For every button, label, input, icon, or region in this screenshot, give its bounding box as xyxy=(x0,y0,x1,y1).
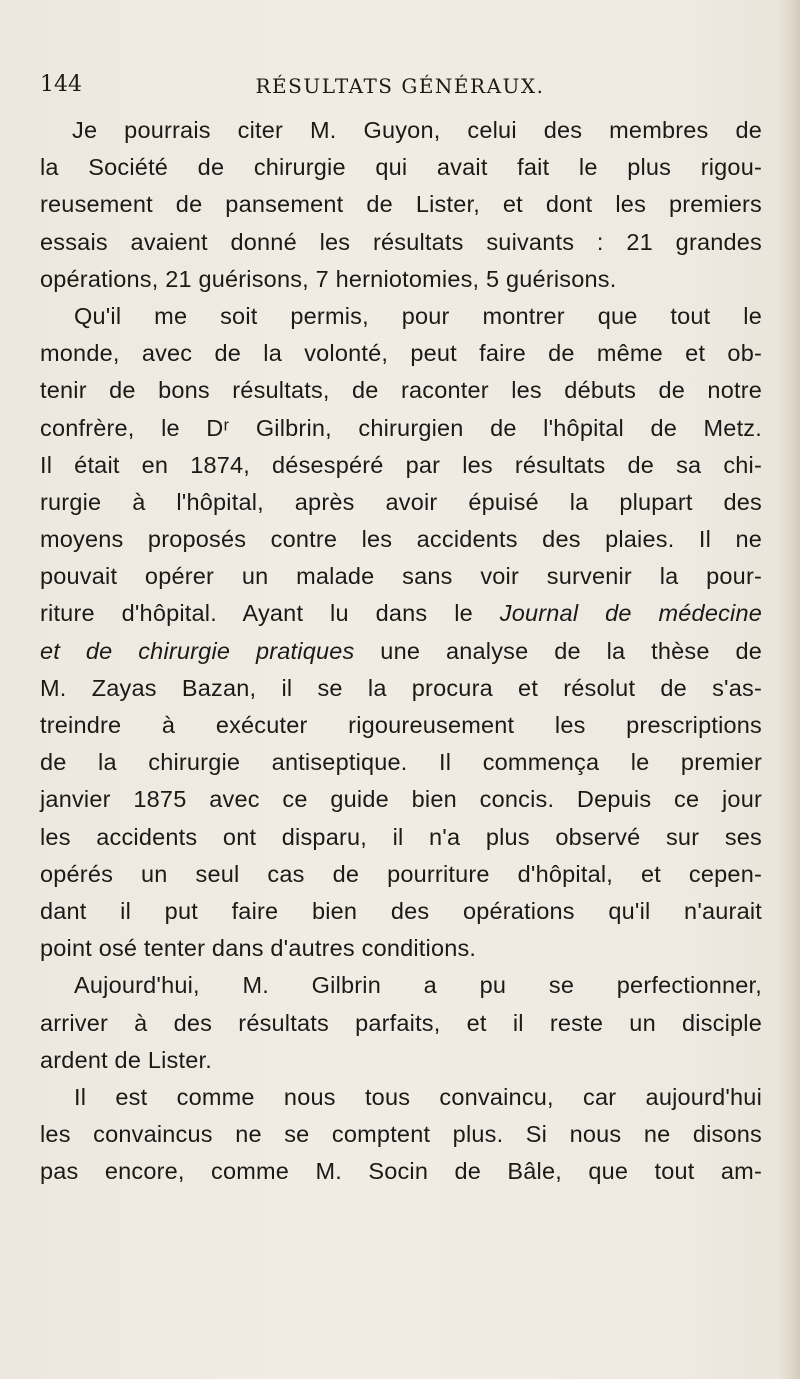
text-line: M. Zayas Bazan, il se la procura et résolut de s'as- xyxy=(40,674,762,701)
text-line: treindre à exécuter rigoureusement les prescriptions xyxy=(40,712,762,738)
text-line: dant il put faire bien des opérations qu'il n'aurait xyxy=(40,897,762,924)
text-line: Aujourd'hui, M. Gilbrin a pu se perfectionner, xyxy=(74,972,762,999)
journal-title-italic: Journal de médecine xyxy=(499,600,762,627)
text-line: opérés un seul cas de pourriture d'hôpital, et cepen- xyxy=(40,860,762,887)
text-line: point osé tenter dans d'autres conditions. xyxy=(40,935,477,962)
page-edge-shadow xyxy=(778,0,800,1379)
text-line: pouvait opérer un malade sans voir survenir la pour- xyxy=(40,563,762,590)
text-line: Qu'il me soit permis, pour montrer que tout le xyxy=(74,302,762,329)
running-header-title: RÉSULTATS GÉNÉRAUX. xyxy=(255,74,545,98)
text-line: confrère, le Dʳ Gilbrin, chirurgien de l'hôpital de Metz. xyxy=(40,414,762,441)
page-number: 144 xyxy=(40,72,82,97)
text-line: Je pourrais citer M. Guyon, celui des membres de xyxy=(72,117,762,143)
text-line: janvier 1875 avec ce guide bien concis. Depuis ce jour xyxy=(40,786,762,813)
text-line: ardent de Lister. xyxy=(40,1046,212,1073)
text-line: reusement de pansement de Lister, et dont les premiers xyxy=(40,191,762,218)
text-line: la Société de chirurgie qui avait fait le plus rigou- xyxy=(40,154,762,181)
text-span: une analyse de la thèse de xyxy=(354,637,762,664)
text-line-with-italic xyxy=(40,633,762,670)
text-line: pas encore, comme M. Socin de Bâle, que tout am- xyxy=(40,1158,762,1185)
text-line: arriver à des résultats parfaits, et il reste un disciple xyxy=(40,1009,762,1036)
text-line: moyens proposés contre les accidents des plaies. Il ne xyxy=(40,526,762,553)
text-line: tenir de bons résultats, de raconter les débuts de notre xyxy=(40,377,762,404)
text-line: les convaincus ne se comptent plus. Si nous ne disons xyxy=(40,1121,762,1148)
text-line: Il est comme nous tous convaincu, car aujourd'hui xyxy=(74,1083,762,1110)
text-line: rurgie à l'hôpital, après avoir épuisé la plupart des xyxy=(40,488,762,515)
text-line: monde, avec de la volonté, peut faire de même et ob- xyxy=(40,340,762,367)
text-line: essais avaient donné les résultats suivants : 21 grandes xyxy=(40,228,762,255)
body-text xyxy=(40,112,762,1190)
journal-title-italic: et de chirurgie pratiques xyxy=(40,637,355,664)
text-line-with-italic xyxy=(40,595,762,632)
text-line: opérations, 21 guérisons, 7 herniotomies, 5 guérisons. xyxy=(40,265,617,292)
text-span: riture d'hôpital. Ayant lu dans le xyxy=(40,600,500,627)
text-line: Il était en 1874, désespéré par les résultats de sa chi- xyxy=(40,451,762,478)
text-line: de la chirurgie antiseptique. Il commença le premier xyxy=(40,749,762,776)
text-line: les accidents ont disparu, il n'a plus observé sur ses xyxy=(40,823,762,850)
running-header xyxy=(40,72,760,102)
